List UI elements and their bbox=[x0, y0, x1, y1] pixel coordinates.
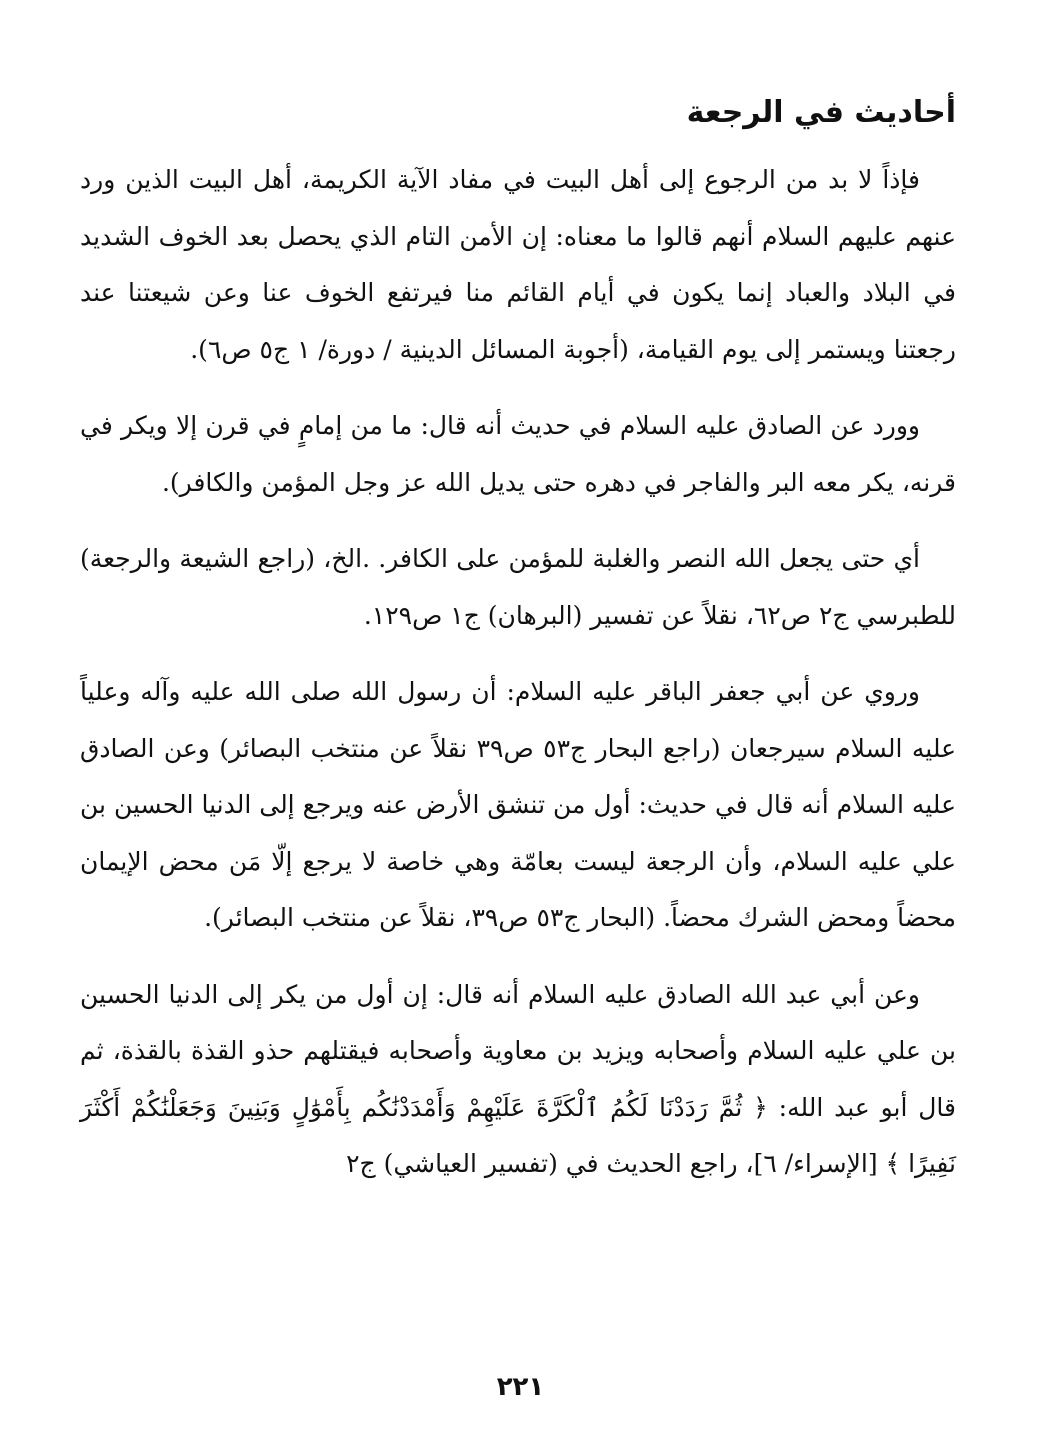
section-heading: أحاديث في الرجعة bbox=[686, 95, 956, 130]
paragraph-1: فإذاً لا بد من الرجوع إلى أهل البيت في مفاد الآية الكريمة، أهل البيت الذين ورد عنهم عليهم السلام أنهم قالوا ما معناه: إن الأمن التام الذي يحصل بعد الخوف الشديد في البلاد والعباد إنما يكون في أيام القائم منا فيرتفع الخوف عنا وعن شيعتنا عند رجعتنا ويستمر إلى يوم القيامة، (أجوبة المسائل الدينية / دورة/ ١ ج٥ ص٦). bbox=[80, 165, 956, 364]
paragraph-5: وعن أبي عبد الله الصادق عليه السلام أنه قال: إن أول من يكر إلى الدنيا الحسين بن علي عليه السلام وأصحابه ويزيد بن معاوية وأصحابه فيقتلهم حذو القذة بالقذة، ثم قال أبو عبد الله: ﴿ ثُمَّ رَدَدْنَا لَكُمُ ٱلْكَرَّةَ عَلَيْهِمْ وَأَمْدَدْنَٰكُم بِأَمْوَٰلٍ وَبَنِينَ وَجَعَلْنَٰكُمْ أَكْثَرَ نَفِيرًا ﴾ [الإسراء/ ٦]، راجع الحديث في (تفسير العياشي) ج٢ bbox=[80, 979, 956, 1178]
paragraph-2: وورد عن الصادق عليه السلام في حديث أنه قال: ما من إمامٍ في قرن إلا ويكر في قرنه، يكر معه البر والفاجر في دهره حتى يديل الله عز وجل المؤمن والكافر). bbox=[80, 411, 956, 497]
paragraph-3: أي حتى يجعل الله النصر والغلبة للمؤمن على الكافر. .الخ، (راجع الشيعة والرجعة) للطبرسي ج٢ ص٦٢، نقلاً عن تفسير (البرهان) ج١ ص١٢٩. bbox=[80, 544, 956, 630]
page-number: ٢٢١ bbox=[496, 1372, 545, 1402]
page-body bbox=[80, 88, 956, 1213]
paragraph-4: وروي عن أبي جعفر الباقر عليه السلام: أن رسول الله صلى الله عليه وآله وعلياً عليه السلام سيرجعان (راجع البحار ج٥٣ ص٣٩ نقلاً عن منتخب البصائر) وعن الصادق عليه السلام أنه قال في حديث: أول من تنشق الأرض عنه ويرجع إلى الدنيا الحسين بن علي عليه السلام، وأن الرجعة ليست بعامّة وهي خاصة لا يرجع إلّا مَن محض الإيمان محضاً ومحض الشرك محضاً. (البحار ج٥٣ ص٣٩، نقلاً عن منتخب البصائر). bbox=[80, 677, 957, 932]
